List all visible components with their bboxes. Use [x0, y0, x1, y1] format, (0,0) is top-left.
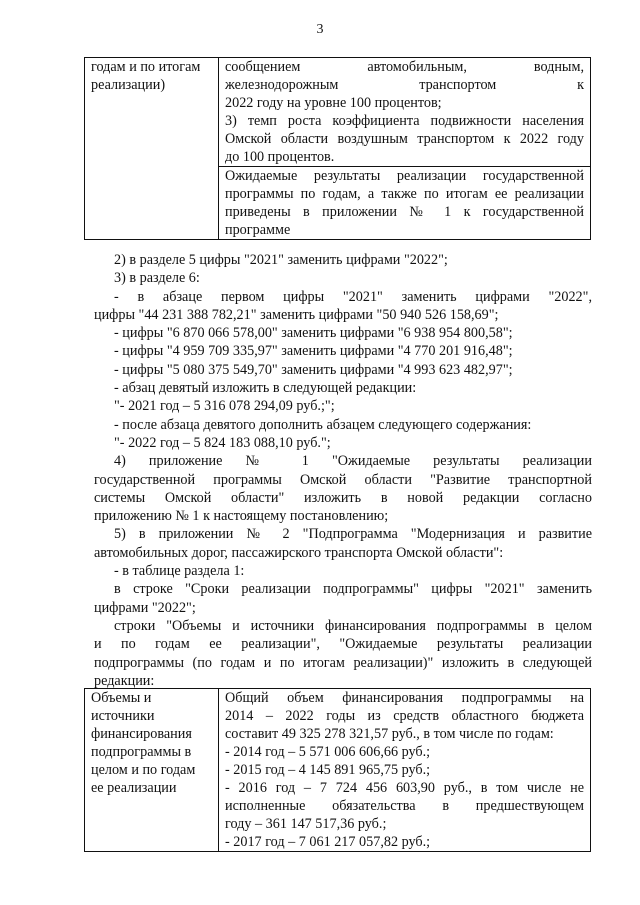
page-number: 3 [316, 22, 324, 37]
table-funding [84, 688, 591, 852]
text-line: автомобильных дорог, пассажирского транспорта Омской области": [94, 544, 504, 561]
table-cell-line: - 2017 год – 7 061 217 057,82 руб.; [225, 834, 431, 850]
table-cell-line: реализации) [91, 77, 166, 93]
text-line: 3) в разделе 6: [114, 270, 200, 287]
text-line: подпрограммы (по годам и по итогам реализации)" изложить в следующей [94, 654, 592, 671]
table-cell-line: целом и по годам [91, 762, 196, 778]
table-cell-line: году – 361 147 517,36 руб.; [225, 816, 387, 832]
amendment-text [94, 251, 592, 690]
table-cell-line: 3) темп роста коэффициента подвижности населения [225, 113, 584, 129]
table-cell-line: сообщением автомобильным, водным, [225, 59, 584, 75]
text-line: "- 2021 год – 5 316 078 294,09 руб.;"; [114, 398, 335, 415]
text-line: редакции: [94, 672, 155, 689]
text-line: "- 2022 год – 5 824 183 088,10 руб."; [114, 434, 331, 451]
text-line: - цифры "6 870 066 578,00" заменить цифрами "6 938 954 800,58"; [114, 325, 513, 342]
text-line: в строке "Сроки реализации подпрограммы" цифры "2021" заменить [114, 581, 592, 598]
table-cell-line: Объемы и [91, 690, 152, 706]
table-cell-line: годам и по итогам [91, 59, 201, 75]
text-line: государственной программы Омской области "Развитие транспортной [94, 471, 592, 488]
table-cell-line: финансирования [91, 726, 192, 742]
table-cell-line: - 2015 год – 4 145 891 965,75 руб.; [225, 762, 431, 778]
table-cell-line: до 100 процентов. [225, 149, 335, 165]
table1-right-cell [219, 58, 591, 240]
text-line: - абзац девятый изложить в следующей редакции: [114, 380, 417, 397]
table-cell-line: составит 49 325 278 321,57 руб., в том числе по годам: [225, 726, 554, 742]
table-cell-line: 2022 году на уровне 100 процентов; [225, 95, 442, 111]
table-cell-line: ее реализации [91, 780, 177, 796]
text-line: системы Омской области" изложить в новой редакции согласно [94, 489, 592, 506]
table-cell-line: - 2016 год – 7 724 456 603,90 руб., в том числе не [225, 780, 584, 796]
table-cell-line: подпрограммы в [91, 744, 192, 760]
text-line: цифрами "2022"; [94, 599, 196, 616]
table-cell-line: программы по годам, а также по итогам ее реализации [225, 186, 584, 202]
text-line: цифры "44 231 388 782,21" заменить цифрами "50 940 526 158,69"; [94, 306, 499, 323]
table-cell-line: программе [225, 222, 291, 238]
text-line: 4) приложение № 1 "Ожидаемые результаты реализации [114, 453, 592, 470]
table-cell-line: приведены в приложении № 1 к государственной [225, 204, 584, 220]
table2-left-cell [85, 689, 219, 852]
text-line: - цифры "5 080 375 549,70" заменить цифрами "4 993 623 482,97"; [114, 361, 513, 378]
table-cell-line: исполненные обязательства в предшествующем [225, 798, 584, 814]
table-cell-line: источники [91, 708, 155, 724]
text-line: - в таблице раздела 1: [114, 563, 245, 580]
table2-right-cell [219, 689, 591, 852]
table-cell-line: Общий объем финансирования подпрограммы на [225, 690, 584, 706]
text-line: 2) в разделе 5 цифры "2021" заменить цифрами "2022"; [114, 252, 448, 268]
text-line: - цифры "4 959 709 335,97" заменить цифрами "4 770 201 916,48"; [114, 343, 513, 360]
text-line: - после абзаца девятого дополнить абзацем следующего содержания: [114, 416, 532, 433]
table-continuation [84, 57, 591, 240]
table-cell-line: 2014 – 2022 годы из средств областного бюджета [225, 708, 584, 724]
table1-left-cell [85, 58, 219, 240]
table-cell-line: Ожидаемые результаты реализации государственной [225, 168, 584, 184]
text-line: строки "Объемы и источники финансирования подпрограммы в целом [114, 617, 592, 634]
text-line: 5) в приложении № 2 "Подпрограмма "Модернизация и развитие [114, 526, 592, 543]
table-cell-line: Омской области воздушным транспортом к 2022 году [225, 131, 584, 147]
text-line: и по годам ее реализации", "Ожидаемые результаты реализации [94, 636, 592, 653]
text-line: приложению № 1 к настоящему постановлению; [94, 508, 389, 525]
text-line: - в абзаце первом цифры "2021" заменить цифрами "2022", [114, 288, 592, 305]
table-cell-line: - 2014 год – 5 571 006 606,66 руб.; [225, 744, 431, 760]
table-cell-line: железнодорожным транспортом к [225, 77, 584, 93]
